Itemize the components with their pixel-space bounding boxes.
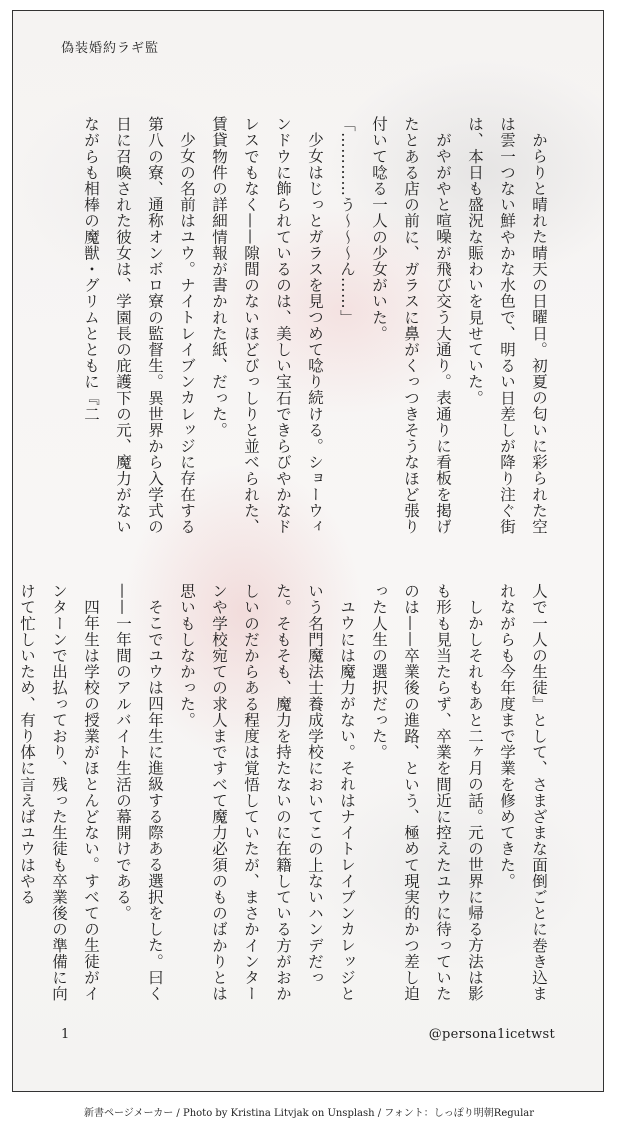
paragraph: しかしそれもあと二ヶ月の話。元の世界に帰る方法は影も形も見当たらず、卒業を間近に控えたユウに待っていたのは——卒業後の進路、という、極めて現実的かつ差し迫った人生の選択だった。 [370, 583, 484, 1002]
paragraph: がやがやと喧噪が飛び交う大通り。表通りに看板を掲げたとある店の前に、ガラスに鼻がくっつきそうなほど張り付いて唸る一人の少女がいた。 [370, 116, 452, 535]
author-handle: @persona1icetwst [428, 1027, 555, 1042]
paragraph: 四年生は学校の授業がほとんどない。すべての生徒がインターンで出払っており、残った生徒も卒業後の準備に向けて忙しいため、有り体に言えばユウはやる [18, 583, 100, 1002]
page-number: 1 [61, 1027, 70, 1042]
paragraph-continuation: 人で一人の生徒』として、さまざまな面倒ごとに巻き込まれながらも今年度まで学業を修めてきた。 [498, 583, 548, 1002]
paragraph: 少女はじっとガラスを見つめて唸り続ける。ショーウィンドウに飾られているのは、美しい宝石できらびやかなドレスでもなく——隙間のないほどびっしりと並べられた、賃貸物件の詳細情報が書かれた紙、だった。 [210, 116, 324, 535]
paragraph: 少女の名前はユウ。ナイトレイブンカレッジに存在する第八の寮、通称オンボロ寮の監督生。異世界から入学式の日に召喚された彼女は、学園長の庇護下の元、魔力がないながらも相棒の魔獣・グリムとともに『二 [82, 116, 196, 535]
paragraph: からりと晴れた晴天の日曜日。初夏の匂いに彩られた空は雲一つない鮮やかな水色で、明るい日差しが降り注ぐ街は、本日も盛況な賑わいを見せていた。 [466, 116, 548, 535]
credit-line: 新書ページメーカー / Photo by Kristina Litvjak on Unsplash / フォント：しっぽり明朝Regular [83, 1108, 535, 1119]
paragraph: ユウには魔力がない。それはナイトレイブンカレッジという名門魔法士養成学校においてこの上ないハンデだった。そもそも、魔力を持たないのに在籍している方がおかしいのだからある程度は覚悟していたが、まさかインターンや学校宛ての求人まですべて魔力必須のものばかりとは思いもしなかった。 [178, 583, 356, 1002]
paragraph: そこでユウは四年生に進級する際ある選択をした。曰く——一年間のアルバイト生活の幕開けである。 [114, 583, 164, 1001]
novel-page [12, 10, 604, 1092]
dialogue-line: 「…………う〜〜〜ん……」 [338, 116, 356, 326]
body-text-lower [18, 583, 555, 1003]
page-title: 偽装婚約ラギ監 [61, 41, 160, 56]
body-text-upper [55, 116, 555, 536]
